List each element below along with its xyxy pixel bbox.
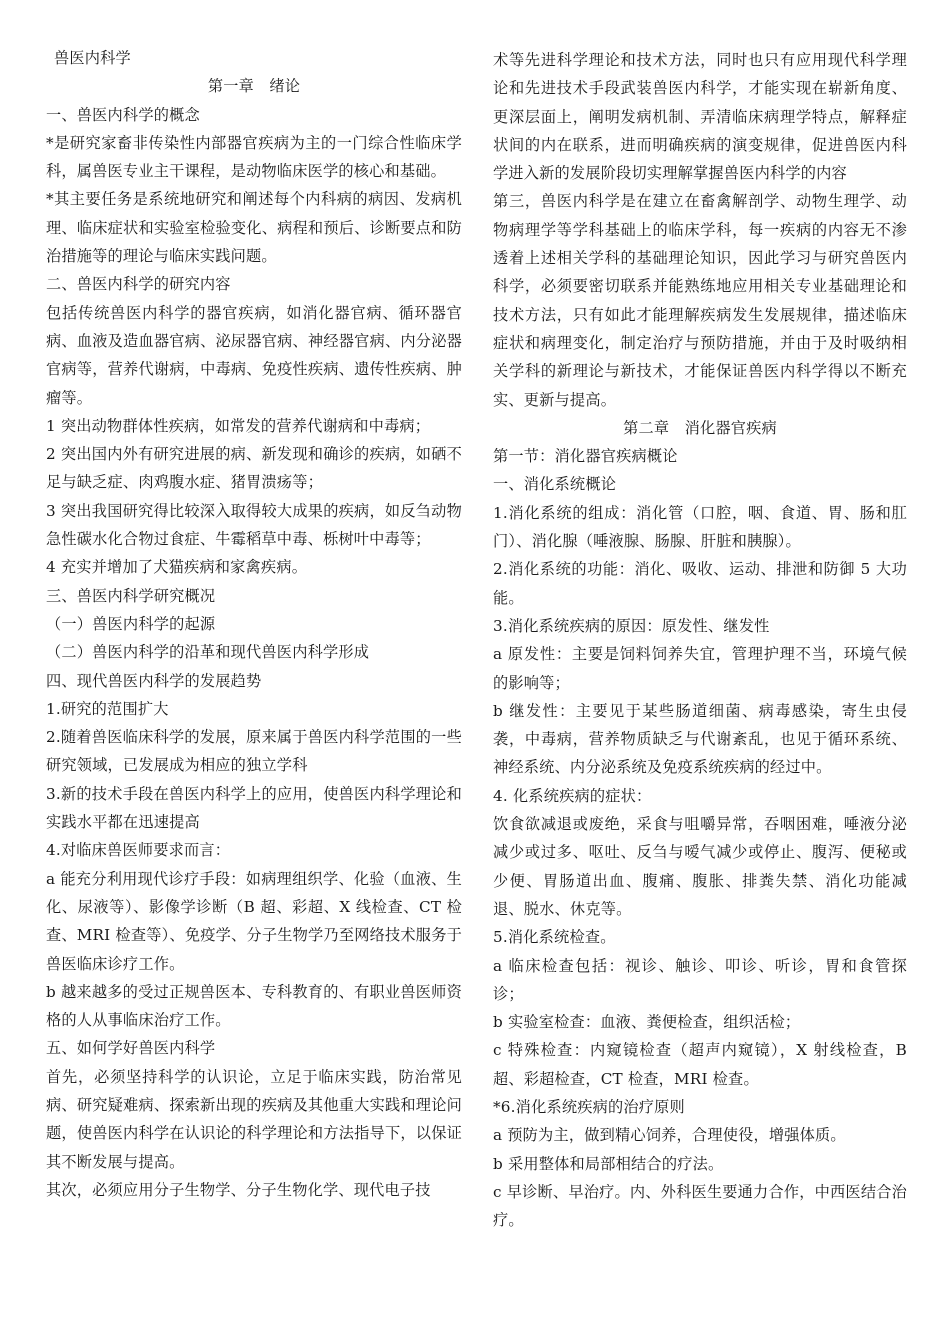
left-paragraph: 4.对临床兽医师要求而言： (46, 841, 231, 860)
left-paragraph: 第一章 绪论 (207, 77, 301, 96)
left-paragraph: a 能充分利用现代诊疗手段：如病理组织学、化验（血液、生化、尿液等）、影像学诊断（B 超、彩超、X 线检查、CT 检查、MRI 检查等）、免疫学、分子生物学乃至网络技术服务于兽医临床诊疗工作。 (46, 869, 462, 973)
right-paragraph: *6.消化系统疾病的治疗原则 (493, 1097, 685, 1116)
right-column (493, 46, 907, 1234)
left-paragraph: *是研究家畜非传染性内部器官疾病为主的一门综合性临床学科，属兽医专业主干课程，是动物临床医学的核心和基础。 (46, 133, 462, 181)
right-paragraph: b 实验室检查：血液、粪便检查，组织活检； (493, 1013, 801, 1032)
left-paragraph: 1 突出动物群体性疾病，如常发的营养代谢病和中毒病； (46, 416, 431, 435)
right-paragraph: 4. 化系统疾病的症状： (493, 786, 652, 805)
right-paragraph: 一、消化系统概论 (493, 475, 617, 494)
left-paragraph: （一）兽医内科学的起源 (46, 614, 216, 633)
left-paragraph: （二）兽医内科学的沿革和现代兽医内科学形成 (46, 643, 370, 662)
left-paragraph: 2 突出国内外有研究进展的病、新发现和确诊的疾病，如硒不足与缺乏症、肉鸡腹水症、猪胃溃疡等； (46, 445, 462, 492)
left-paragraph: *其主要任务是系统地研究和阐述每个内科病的病因、发病机理、临床症状和实验室检验变化、病程和预后、诊断要点和防治措施等的理论与临床实践问题。 (46, 190, 462, 266)
right-paragraph: 饮食欲减退或废绝，采食与咀嚼异常，吞咽困难，唾液分泌减少或过多、呕吐、反刍与嗳气减少或停止、腹泻、便秘或少便、胃肠道出血、腹痛、腹胀、排粪失禁、消化功能减退、脱水、休克等。 (493, 815, 907, 918)
right-paragraph: 第二章 消化器官疾病 (623, 418, 777, 437)
right-paragraph: 3.消化系统疾病的原因：原发性、继发性 (493, 616, 770, 635)
right-paragraph: b 采用整体和局部相结合的疗法。 (493, 1154, 724, 1173)
left-paragraph: 二、兽医内科学的研究内容 (46, 275, 231, 294)
left-paragraph: 五、如何学好兽医内科学 (46, 1039, 216, 1058)
right-paragraph: 2.消化系统的功能：消化、吸收、运动、排泄和防御 5 大功能。 (493, 560, 907, 607)
left-paragraph: 一、兽医内科学的概念 (46, 105, 200, 124)
left-paragraph: 3 突出我国研究得比较深入取得较大成果的疾病，如反刍动物急性碳水化合物过食症、牛霉稻草中毒、栎树叶中毒等； (46, 501, 462, 549)
left-paragraph: 4 充实并增加了犬猫疾病和家禽疾病。 (46, 558, 308, 577)
right-paragraph: b 继发性：主要见于某些肠道细菌、病毒感染，寄生虫侵袭，中毒病，营养物质缺乏与代谢紊乱，也见于循环系统、神经系统、内分泌系统及免疫系统疾病的经过中。 (493, 701, 907, 777)
left-paragraph: b 越来越多的受过正规兽医本、专科教育的、有职业兽医师资格的人从事临床治疗工作。 (46, 982, 462, 1030)
left-paragraph: 三、兽医内科学研究概况 (46, 586, 216, 605)
right-paragraph: a 临床检查包括：视诊、触诊、叩诊、听诊，胃和食管探诊； (493, 956, 907, 1003)
right-paragraph: a 预防为主，做到精心饲养，合理使役，增强体质。 (493, 1126, 846, 1145)
right-paragraph: 5.消化系统检查。 (493, 928, 616, 947)
left-paragraph: 首先，必须坚持科学的认识论，立足于临床实践，防治常见病、研究疑难病、探索新出现的疾病及其他重大实践和理论问题，使兽医内科学在认识论的科学理论和方法指导下，以保证其不断发展与提高。 (46, 1067, 462, 1171)
left-paragraph: 四、现代兽医内科学的发展趋势 (46, 671, 262, 690)
right-paragraph: 1.消化系统的组成：消化管（口腔，咽、食道、胃、肠和肛门）、消化腺（唾液腺、肠腺、肝脏和胰腺）。 (493, 503, 907, 551)
left-paragraph: 兽医内科学 (54, 49, 131, 67)
left-paragraph: 3.新的技术手段在兽医内科学上的应用，使兽医内科学理论和实践水平都在迅速提高 (46, 784, 462, 832)
left-paragraph: 其次，必须应用分子生物学、分子生物化学、现代电子技 (46, 1180, 431, 1199)
right-paragraph: 第一节：消化器官疾病概论 (493, 447, 678, 466)
left-paragraph: 2.随着兽医临床科学的发展，原来属于兽医内科学范围的一些研究领域，已发展成为相应的独立学科 (46, 728, 462, 775)
left-column (46, 44, 462, 1204)
left-paragraph: 1.研究的范围扩大 (46, 699, 169, 718)
right-paragraph: 第三，兽医内科学是在建立在畜禽解剖学、动物生理学、动物病理学等学科基础上的临床学科，每一疾病的内容无不渗透着上述相关学科的基础理论知识，因此学习与研究兽医内科学，必须要密切联系并能熟练地应用相关专业基础理论和技术方法，只有如此才能理解疾病发生发展规律，描述临床症状和病理变化，制定治疗与预防措施，并由于及时吸纳相关学科的新理论与新技术，才能保证兽医内科学得以不断充实、更新与提高。 (493, 192, 907, 409)
right-paragraph: a 原发性：主要是饲料饲养失宜，管理护理不当，环境气候的影响等； (493, 645, 907, 692)
right-paragraph: 术等先进科学理论和技术方法，同时也只有应用现代科学理论和先进技术手段武装兽医内科学，才能实现在崭新角度、更深层面上，阐明发病机制、弄清临床病理学特点，解释症状间的内在联系，进而明确疾病的演变规律，促进兽医内科学进入新的发展阶段切实理解掌握兽医内科学的内容 (493, 51, 907, 183)
right-paragraph: c 特殊检查：内窥镜检查（超声内窥镜），X 射线检查，B 超、彩超检查，CT 检查，MRI 检查。 (493, 1041, 907, 1088)
right-paragraph: c 早诊断、早治疗。内、外科医生要通力合作，中西医结合治疗。 (493, 1182, 907, 1230)
left-paragraph: 包括传统兽医内科学的器官疾病，如消化器官病、循环器官病、血液及造血器官病、泌尿器官病、神经器官病、内分泌器官病等，营养代谢病，中毒病、免疫性疾病、遗传性疾病、肿瘤等。 (46, 303, 462, 407)
